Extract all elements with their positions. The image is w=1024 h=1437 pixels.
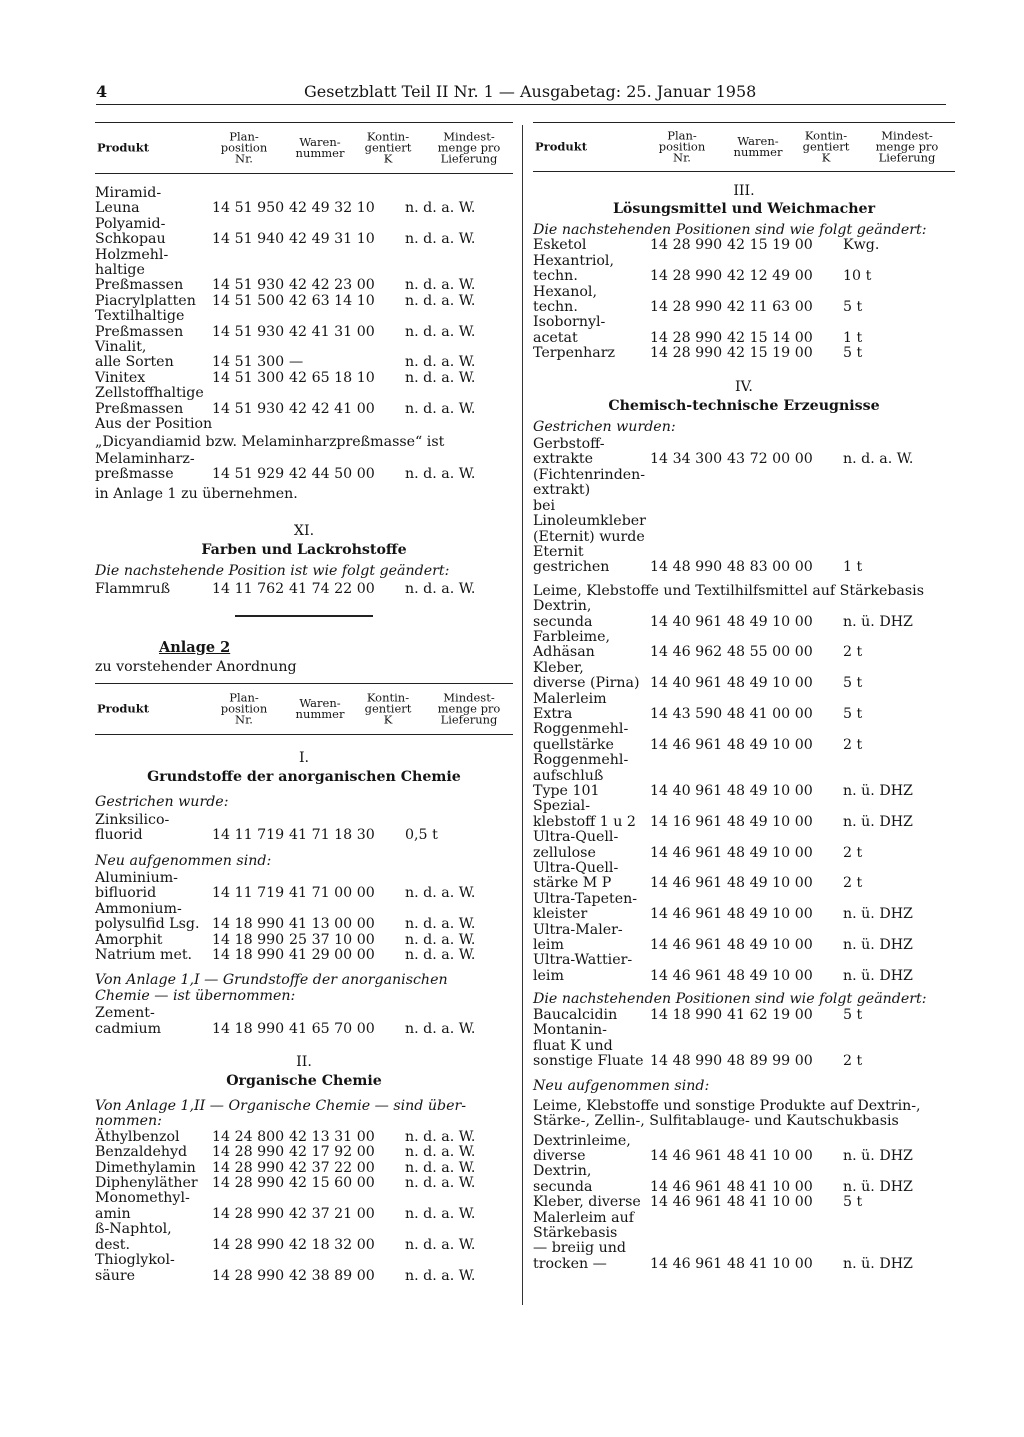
produkt-cell: Piacrylplatten [95,292,196,309]
produkt-cell: Holzmehl- haltige Preßmassen [95,246,184,294]
waren-cell: 48 89 99 00 [727,1052,813,1069]
table-row [533,285,955,316]
waren-cell: 42 13 31 00 [289,1128,375,1145]
kontin-cell: n. ü. DHZ [843,1147,913,1164]
waren-cell: 41 74 22 00 [289,580,375,597]
kontin-cell: n. ü. DHZ [843,1255,913,1272]
kontin-cell: 1 t [843,559,863,576]
produkt-cell: Roggenmehl- aufschluß Type 101 [533,752,629,799]
produkt-cell: Zinksilico- fluorid [95,811,170,844]
waren-cell: — [289,354,304,371]
table-row [95,933,513,948]
table-row [95,309,513,340]
header-rule [96,104,946,105]
plan-cell: 14 11 762 [212,580,285,597]
waren-cell: 42 15 14 00 [727,329,813,346]
plan-cell: 14 51 930 [212,400,285,417]
plan-cell: 14 51 930 [212,277,285,294]
header-mindestmenge: Mindest- menge pro Lieferung [875,128,939,165]
kontin-cell: 2 t [843,1052,863,1069]
column-divider [522,125,523,1305]
header-title: Gesetzblatt Teil II Nr. 1 — Ausgabetag: 25. Januar 1958 [304,82,757,101]
waren-cell: 48 41 10 00 [727,1194,813,1211]
table-row [533,254,955,285]
plan-cell: 14 51 500 [212,292,285,309]
table-row [533,953,955,984]
table-header [95,122,513,174]
kontin-cell: n. d. a. W. [405,1128,476,1145]
plan-cell: 14 46 961 [650,1255,723,1272]
table-row [95,217,513,248]
table-header [95,683,513,735]
produkt-cell: Äthylbenzol [95,1128,180,1145]
waren-cell: 48 49 10 00 [727,783,813,799]
aus-line-2: „Dicyandiamid bzw. Melaminharzpreßmasse“ ist [95,433,445,450]
table-row [95,340,513,371]
plan-cell: 14 40 961 [650,675,723,692]
waren-cell: 42 49 31 10 [289,231,375,248]
plan-cell: 14 46 961 [650,1147,723,1164]
plan-cell: 14 28 990 [212,1205,285,1222]
table-row [533,1134,955,1165]
produkt-cell: Malerleim auf Stärkebasis — breiig und trocken — [533,1209,634,1272]
plan-cell: 14 51 950 [212,200,285,217]
waren-cell: 48 49 10 00 [727,906,813,923]
plan-cell: 14 51 940 [212,231,285,248]
waren-cell: 42 11 63 00 [727,299,813,316]
header-produkt: Produkt [97,701,150,716]
kontin-cell: n. ü. DHZ [843,1178,913,1195]
header-planposition: Plan- position Nr. [220,690,268,727]
page-number: 4 [96,82,108,101]
table-row [95,871,513,902]
kontin-cell: n. d. a. W. [405,466,476,483]
plan-cell: 14 46 962 [650,644,723,661]
waren-cell: 42 63 14 10 [289,292,375,309]
header-kontingentiert: Kontin- gentiert K [364,129,412,166]
section-iii-note: Die nachstehenden Positionen sind wie folgt geändert: [533,222,927,238]
table-row [533,238,955,253]
kontin-cell: n. d. a. W. [843,451,914,468]
plan-cell: 14 40 961 [650,783,723,799]
produkt-cell: Ultra-Maler- leim [533,921,623,954]
section-iv-title: Chemisch-technische Erzeugnisse [608,397,880,414]
waren-cell: 48 41 10 00 [727,1147,813,1164]
table-row [533,722,955,753]
kontin-cell: n. d. a. W. [405,916,476,933]
table-row [95,582,513,597]
kontin-cell: n. d. a. W. [405,1159,476,1176]
neu-title-line-1: Leime, Klebstoffe und sonstige Produkte auf Dextrin-, [533,1097,921,1114]
plan-cell: 14 43 590 [650,705,723,722]
plan-cell: 14 28 990 [650,345,723,362]
kontin-cell: n. d. a. W. [405,400,476,417]
plan-cell: 14 28 990 [650,329,723,346]
produkt-cell: Polyamid- Schkopau [95,215,166,248]
waren-cell: 41 65 70 00 [289,1020,375,1037]
table-row [533,1164,955,1195]
table-row [533,861,955,892]
kontin-cell: n. d. a. W. [405,1020,476,1037]
plan-cell: 14 11 719 [212,885,285,902]
produkt-cell: Terpenharz [533,345,616,362]
produkt-cell: Vinitex [95,369,146,386]
produkt-cell: Zellstoffhaltige Preßmassen [95,385,204,417]
plan-cell: 14 16 961 [650,813,723,830]
header-produkt: Produkt [97,140,150,155]
anlage-title: Anlage 2 [159,638,231,656]
table-row [95,1191,513,1222]
table-row [533,599,955,630]
produkt-cell: ß-Naphtol, dest. [95,1221,172,1253]
plan-cell: 14 28 990 [212,1267,285,1284]
kontin-cell: 5 t [843,299,863,316]
waren-cell: 25 37 10 00 [289,931,375,948]
gestrichen-label: Gestrichen wurde: [95,794,229,811]
header-warennummer: Waren- nummer [295,696,345,722]
produkt-cell: Textilhaltige Preßmassen [95,308,185,340]
kontin-cell: 5 t [843,1194,863,1211]
produkt-cell: Dextrin, secunda [533,598,593,630]
plan-cell: 14 18 990 [650,1006,723,1023]
produkt-cell: Thioglykol- säure [95,1252,175,1284]
table-row [95,1253,513,1284]
waren-cell: 42 17 92 00 [289,1144,375,1161]
plan-cell: 14 18 990 [212,916,285,933]
waren-cell: 48 49 10 00 [727,736,813,753]
waren-cell: 48 49 10 00 [727,813,813,830]
plan-cell: 14 28 990 [650,299,723,316]
waren-cell: 41 71 00 00 [289,885,375,902]
produkt-cell: Aluminium- bifluorid [95,869,178,902]
produkt-cell: Isobornyl- acetat [533,314,606,346]
plan-cell: 14 46 961 [650,906,723,923]
header-planposition: Plan- position Nr. [220,129,268,166]
kontin-cell: 2 t [843,875,863,892]
kontin-cell: n. d. a. W. [405,947,476,963]
plan-cell: 14 28 990 [650,268,723,285]
kontin-cell: 5 t [843,675,863,692]
neu-label: Neu aufgenommen sind: [533,1078,710,1095]
kontin-cell: n. d. a. W. [405,1267,476,1284]
waren-cell: 42 42 41 00 [289,400,375,417]
table-row [95,1006,513,1037]
waren-cell: 48 49 10 00 [727,844,813,861]
waren-cell: 42 15 19 00 [727,345,813,362]
plan-cell: 14 18 990 [212,1020,285,1037]
produkt-cell: Natrium met. [95,947,193,963]
table-row [533,661,955,692]
plan-cell: 14 18 990 [212,931,285,948]
neu-label: Neu aufgenommen sind: [95,852,272,869]
waren-cell: 42 44 50 00 [289,466,375,483]
kontin-cell: n. ü. DHZ [843,783,913,799]
produkt-cell: Miramid- Leuna [95,185,162,217]
table-row [95,1130,513,1145]
table-row [533,499,955,576]
table-row [533,753,955,799]
plan-cell: 14 46 961 [650,1194,723,1211]
plan-cell: 14 46 961 [650,967,723,984]
kontin-cell: n. d. a. W. [405,1144,476,1161]
plan-cell: 14 46 961 [650,875,723,892]
produkt-cell: Amorphit [95,931,163,948]
section-divider [235,615,373,617]
header-planposition: Plan- position Nr. [658,128,706,165]
table-row [533,892,955,923]
leime-title: Leime, Klebstoffe und Textilhilfsmittel auf Stärkebasis [533,582,924,599]
kontin-cell: n. d. a. W. [405,323,476,340]
produkt-cell: Ultra-Tapeten- kleister [533,890,638,923]
table-row [533,830,955,861]
plan-cell: 14 18 990 [212,947,285,963]
table-row [95,1222,513,1253]
produkt-cell: Hexantriol, techn. [533,252,614,285]
plan-cell: 14 28 990 [212,1236,285,1253]
table-row [95,813,513,844]
produkt-cell: Dextrin, secunda [533,1163,593,1195]
kontin-cell: 10 t [843,268,872,285]
header-warennummer: Waren- nummer [733,134,783,159]
plan-cell: 14 51 930 [212,323,285,340]
section-xi-title: Farben und Lackrohstoffe [201,542,407,559]
waren-cell: 48 49 10 00 [727,937,813,954]
plan-cell: 14 28 990 [212,1175,285,1192]
geaendert-note: Die nachstehenden Positionen sind wie folgt geändert: [533,991,927,1008]
table-row [95,1176,513,1191]
waren-cell: 41 29 00 00 [289,947,375,963]
produkt-cell: Gerbstoff- extrakte (Fichtenrinden- extrakt) [533,436,646,499]
waren-cell: 42 41 31 00 [289,323,375,340]
section-ii-title: Organische Chemie [226,1073,382,1090]
plan-cell: 14 46 961 [650,937,723,954]
gestrichen-label: Gestrichen wurden: [533,418,676,435]
waren-cell: 42 12 49 00 [727,268,813,285]
produkt-cell: Montanin- fluat K und sonstige Fluate [533,1022,644,1069]
produkt-cell: Ultra-Quell- zellulose [533,829,619,861]
produkt-cell: Hexanol, techn. [533,283,597,316]
table-row [95,371,513,386]
kontin-cell: Kwg. [843,237,880,254]
table-row [95,948,513,963]
rows-leime [533,599,955,984]
produkt-cell: Baucalcidin [533,1006,618,1023]
table-row [95,452,513,483]
waren-cell: 42 42 23 00 [289,277,375,294]
produkt-cell: Kleber, diverse [533,1194,641,1211]
kontin-cell: n. d. a. W. [405,1175,476,1192]
table-row [533,346,955,361]
header-mindestmenge: Mindest- menge pro Lieferung [437,690,501,727]
plan-cell: 14 28 990 [650,237,723,254]
waren-cell: 48 41 10 00 [727,1178,813,1195]
header-warennummer: Waren- nummer [295,135,345,160]
plan-cell: 14 28 990 [212,1144,285,1161]
waren-cell: 48 55 00 00 [727,644,813,661]
kontin-cell: n. d. a. W. [405,200,476,217]
waren-cell: 48 41 10 00 [727,1255,813,1272]
plan-cell: 14 51 300 [212,369,285,386]
table-row [533,315,955,346]
kontin-cell: n. ü. DHZ [843,906,913,923]
table-row [533,1023,955,1069]
header-mindestmenge: Mindest- menge pro Lieferung [437,129,501,166]
produkt-cell: Benzaldehyd [95,1144,188,1161]
neu-title-line-2: Stärke-, Zellin-, Sulfitablauge- und Kautschukbasis [533,1113,899,1130]
produkt-cell: Esketol [533,237,587,254]
table-row [95,902,513,933]
produkt-cell: Ultra-Wattier- leim [533,952,633,984]
kontin-cell: n. d. a. W. [405,369,476,386]
produkt-cell: Ultra-Quell- stärke M P [533,860,619,892]
produkt-cell: Flammruß [95,580,171,597]
produkt-cell: Zement- cadmium [95,1005,162,1037]
plan-cell: 14 46 961 [650,1178,723,1195]
waren-cell: 48 49 10 00 [727,675,813,692]
von-anlage-ii-line-2: nommen: [95,1113,162,1130]
produkt-cell: Ammonium- polysulfid Lsg. [95,900,200,933]
produkt-cell: Kleber, diverse (Pirna) [533,659,640,692]
waren-cell: 48 49 10 00 [727,875,813,892]
header-kontingentiert: Kontin- gentiert K [802,128,850,165]
waren-cell: 41 62 19 00 [727,1006,813,1023]
kontin-cell: n. d. a. W. [405,580,476,597]
table-row [533,692,955,723]
plan-cell: 14 11 719 [212,827,285,844]
section-iii-title: Lösungsmittel und Weichmacher [612,201,876,217]
plan-cell: 14 48 990 [650,559,723,576]
produkt-cell: Monomethyl- amin [95,1190,190,1222]
waren-cell: 48 49 10 00 [727,613,813,630]
table-row [95,248,513,294]
von-anlage-ii-line-1: Von Anlage 1,II — Organische Chemie — sind über- [95,1098,467,1115]
section-i-title: Grundstoffe der anorganischen Chemie [147,769,461,786]
aus-line-1: Aus der Position [95,416,213,433]
produkt-cell: Diphenyläther [95,1175,198,1192]
section-i-number: I. [298,750,310,767]
waren-cell: 41 71 18 30 [289,827,375,844]
kontin-cell: 2 t [843,644,863,661]
table-row [95,294,513,309]
rows-organic [95,1130,513,1284]
section-iii-number: III. [733,183,755,199]
page-header [96,82,946,106]
table-row [533,799,955,830]
kontin-cell: n. d. a. W. [405,885,476,902]
plan-cell: 14 40 961 [650,613,723,630]
waren-cell: 41 13 00 00 [289,916,375,933]
table-row [533,1195,955,1210]
header-kontingentiert: Kontin- gentiert K [364,690,412,727]
rows-plastics [95,186,513,417]
kontin-cell: 2 t [843,736,863,753]
kontin-cell: 5 t [843,705,863,722]
kontin-cell: n. d. a. W. [405,354,476,371]
waren-cell: 42 18 32 00 [289,1236,375,1253]
table-row [533,437,955,499]
waren-cell: 48 49 10 00 [727,967,813,984]
kontin-cell: n. d. a. W. [405,1205,476,1222]
right-column [533,122,955,1272]
section-iv-number: IV. [735,378,753,395]
von-anlage-i-line-2: Chemie — ist übernommen: [95,987,296,1004]
table-row [95,1145,513,1160]
kontin-cell: 2 t [843,844,863,861]
table-row [95,386,513,417]
produkt-cell: Malerleim Extra [533,690,607,722]
produkt-cell: bei Linoleumkleber (Eternit) wurde Eternit gestrichen [533,497,646,576]
produkt-cell: Dextrinleime, diverse [533,1132,631,1164]
table-row [533,1008,955,1023]
table-row [95,186,513,217]
waren-cell: 42 38 89 00 [289,1267,375,1284]
kontin-cell: 5 t [843,1006,863,1023]
waren-cell: 42 49 32 10 [289,200,375,217]
plan-cell: 14 24 800 [212,1128,285,1145]
kontin-cell: n. ü. DHZ [843,813,913,830]
plan-cell: 14 48 990 [650,1052,723,1069]
kontin-cell: 0,5 t [405,827,438,844]
header-produkt: Produkt [535,139,588,154]
kontin-cell: n. d. a. W. [405,931,476,948]
plan-cell: 14 28 990 [212,1159,285,1176]
produkt-cell: Spezial- klebstoff 1 u 2 [533,798,636,830]
table-row [533,630,955,661]
produkt-cell: Melaminharz- preßmasse [95,450,195,483]
waren-cell: 43 72 00 00 [727,451,813,468]
table-header [533,122,955,172]
von-anlage-i-line-1: Von Anlage 1,I — Grundstoffe der anorganischen [95,972,448,989]
kontin-cell: 5 t [843,345,863,362]
waren-cell: 48 41 00 00 [727,705,813,722]
section-xi-note: Die nachstehende Position ist wie folgt geändert: [95,563,450,580]
plan-cell: 14 34 300 [650,451,723,468]
waren-cell: 48 83 00 00 [727,559,813,576]
table-row [533,923,955,954]
produkt-cell: Roggenmehl- quellstärke [533,721,629,753]
plan-cell: 14 51 300 [212,354,285,371]
kontin-cell: 1 t [843,329,863,346]
produkt-cell: Vinalit, alle Sorten [95,339,174,371]
waren-cell: 42 37 22 00 [289,1159,375,1176]
kontin-cell: n. d. a. W. [405,231,476,248]
waren-cell: 42 65 18 10 [289,369,375,386]
rows-solvents [533,238,955,361]
plan-cell: 14 46 961 [650,736,723,753]
kontin-cell: n. ü. DHZ [843,937,913,954]
table-row [533,1211,955,1273]
plan-cell: 14 51 929 [212,466,285,483]
kontin-cell: n. d. a. W. [405,292,476,309]
kontin-cell: n. ü. DHZ [843,967,913,984]
plan-cell: 14 46 961 [650,844,723,861]
section-ii-number: II. [296,1054,312,1071]
produkt-cell: Dimethylamin [95,1159,196,1176]
kontin-cell: n. d. a. W. [405,277,476,294]
kontin-cell: n. d. a. W. [405,1236,476,1253]
produkt-cell: Farbleime, Adhäsan [533,628,611,661]
waren-cell: 42 15 19 00 [727,237,813,254]
section-xi-number: XI. [293,523,315,540]
aus-line-3: in Anlage 1 zu übernehmen. [95,485,298,502]
waren-cell: 42 37 21 00 [289,1205,375,1222]
waren-cell: 42 15 60 00 [289,1175,375,1192]
anlage-subtitle: zu vorstehender Anordnung [95,658,297,675]
kontin-cell: n. ü. DHZ [843,613,913,630]
table-row [95,1161,513,1176]
left-column [95,122,513,1284]
